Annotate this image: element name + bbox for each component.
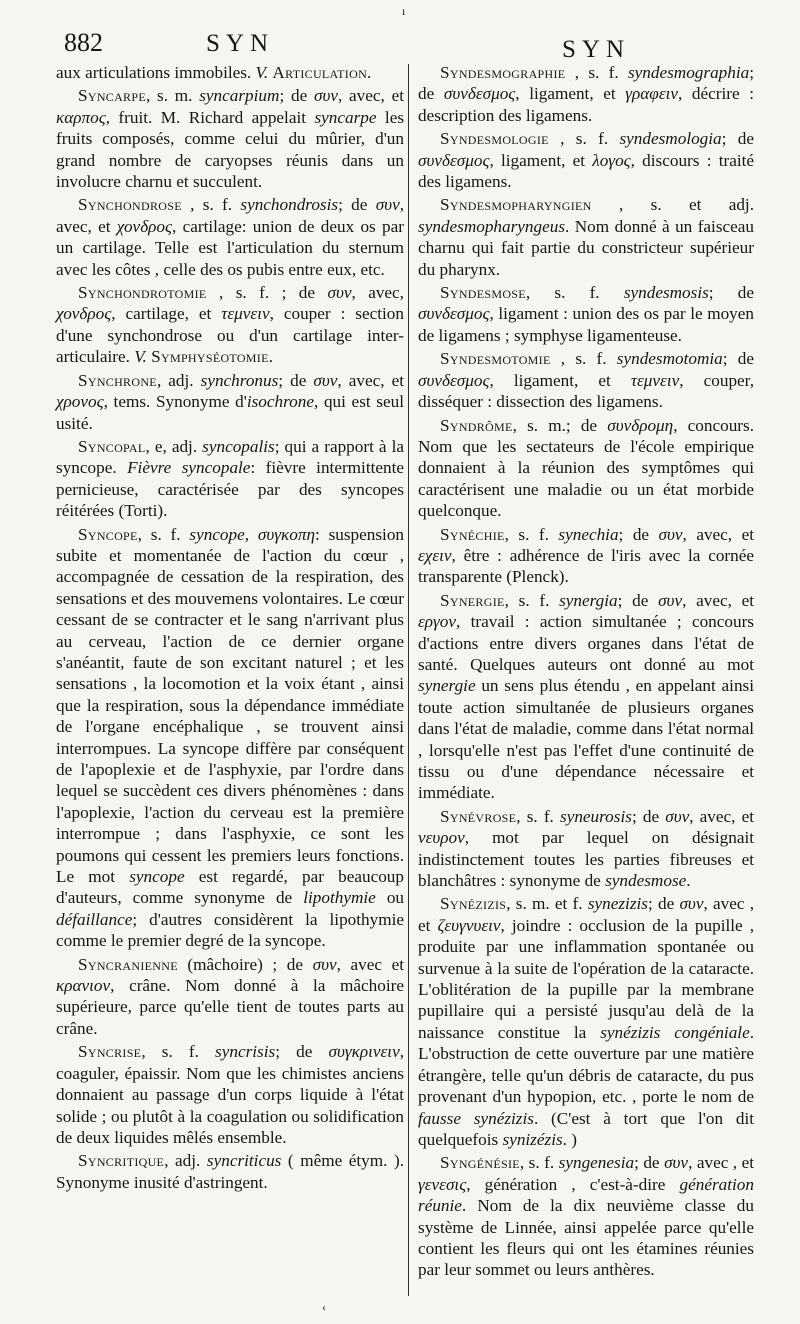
headword: Syncarpe (78, 86, 146, 106)
left-column (56, 62, 404, 1195)
definition-text: ; de (647, 894, 680, 914)
definition-text: ; d'autres considèrent la lipothymie comme le premier degré de la syncope. (56, 909, 404, 951)
italic-text: synchronus (200, 370, 279, 390)
italic-text: συνδεσμος (418, 304, 490, 324)
entry-syndesmose (418, 282, 754, 346)
running-head-left: SYN (206, 30, 275, 57)
definition-text: , tems. Synonyme d' (103, 392, 247, 412)
definition-text: , s. f. (141, 1042, 216, 1062)
definition-text: ; qui a rapport à la syncope. (56, 436, 404, 478)
italic-text: syndesmosis (623, 283, 709, 303)
entry-syncopal (56, 436, 404, 522)
entry-synechie (418, 524, 754, 588)
top-mark: ı (402, 4, 406, 18)
definition-text: , joindre : occlusion de la pupille , produite par une inflammation spontanée ou survenue à la suite de l'opération de la cataracte. L'oblitération de la pupille par la membrane pupillaire qui a persisté jusqu'au delà de la naissance constitue la (418, 915, 754, 1042)
definition-text: , crâne. Nom donné à la mâchoire supérieure, parce qu'elle tient de toutes parts au crâne. (56, 976, 404, 1038)
definition-text: ; de (278, 370, 314, 390)
definition-text: est regardé, par beaucoup d'auteurs, comme synonyme de (56, 867, 404, 908)
headword: Synézizis (440, 894, 507, 914)
entry-syncranienne (56, 954, 404, 1040)
italic-text: γενεσις (418, 1174, 467, 1194)
definition-text: . ) (562, 1129, 577, 1149)
italic-text: isochrone (246, 392, 314, 412)
definition-text: , ligament : union des os par le moyen de ligamens ; symphyse ligamenteuse. (418, 304, 754, 345)
italic-text: synechia (558, 524, 619, 544)
definition-text: , cartilage, et (111, 304, 222, 324)
entry-syndesmographie (418, 62, 754, 126)
entry-syncarpe (56, 85, 404, 192)
definition-text: , coaguler, épaissir. Nom que les chimistes anciens donnaient au passage d'un corps liquide à l'état solide ; ou plutôt à la coagulation ou solidification de deux liquides mêlés ensemble. (56, 1042, 404, 1147)
italic-text: défaillance (56, 909, 133, 929)
definition-text: les fruits composés, comme celui du mûrier, d'un grand nombre de caryopses réunis dans un involucre charnu et succulent. (56, 107, 405, 192)
italic-text: lipothymie (303, 888, 376, 908)
italic-text: syndesmotomia (616, 349, 723, 369)
definition-text: , s. f. (565, 63, 628, 82)
headword: Syncope (78, 524, 138, 544)
italic-text: synergia (559, 590, 618, 610)
column-divider (408, 64, 409, 1296)
headword: Syndesmologie (440, 129, 549, 149)
italic-text: τεμνειν (221, 304, 270, 324)
italic-text: synchondrosis (240, 195, 339, 215)
italic-text: syncriticus (206, 1151, 282, 1171)
definition-text: , cartilage: union de deux os par un cartilage. Telle est l'articulation du sternum avec les côtes , celle des os pubis entre eux, etc. (56, 216, 404, 279)
definition-text: . Nom de la dix neuvième classe du système de Linnée, ainsi appelée parce qu'elle contient les fleurs qui ont les étamines réunies par leur sommet ou leurs anthères. (418, 1196, 754, 1280)
definition-text: ; de (279, 86, 314, 106)
italic-text: syndesmographia (627, 63, 750, 82)
definition-text: , génération , c'est-à-dire (466, 1174, 680, 1194)
italic-text: συνδεσμος (443, 84, 516, 104)
definition-text: (mâchoire) ; de (177, 954, 313, 974)
italic-text: συγκρινειν (328, 1042, 400, 1062)
italic-text: χονδρος (56, 304, 112, 324)
definition-text: ; de (634, 1153, 665, 1173)
definition-text: ( même étym. ). Synonyme inusité d'astringent. (56, 1151, 405, 1192)
definition-text: , adj. (164, 1151, 207, 1171)
definition-text: , adj. (156, 370, 201, 390)
italic-text: syncarpium (199, 86, 280, 106)
italic-text: syndesmose (605, 871, 687, 891)
italic-text: synezizis (587, 894, 648, 914)
headword: Syndesmose (440, 283, 526, 303)
definition-text: ; de (418, 63, 754, 104)
definition-text: , s. f. (548, 129, 620, 149)
definition-text: : suspension subite et momentanée de l'action du cœur , accompagnée de cessation de la respiration, des sensations et des mouvemens volontaires. Le cœur cessant de se contracter et le sang n'arrivant plus au cerveau, l'action de ce dernier organe s'anéantit, faute de son excitant naturel ; et les sensations , la locomotion et la voix étant , ainsi que la respiration, sous la dépendance immédiate de l'organe encéphalique , se trouvent ainsi interrompues. La syncope diffère par conséquent de l'apoplexie et de l'asphyxie, par l'ordre dans lequel se succèdent ces divers phénomènes : dans l'apoplexie, l'action du cerveau est la première interrompue ; dans l'asphyxie, ce sont les poumons qui cessent les premiers leurs fonctions. Le mot (56, 524, 405, 887)
entry-syncrise (56, 1041, 404, 1148)
footer-mark: ‹ (322, 1300, 326, 1314)
definition-text: . (367, 63, 372, 82)
definition-text: , avec, et (56, 195, 404, 236)
definition-text: ; de (721, 129, 754, 149)
headword: Synéchie (440, 524, 505, 544)
headword: Synchrone (78, 370, 157, 390)
definition-text: , mot par lequel on désignait indistinctement toutes les parties fibreuses et blanchâtres : synonyme de (418, 828, 754, 891)
definition-text: , s. m. et f. (506, 894, 588, 914)
italic-text: συν (375, 195, 400, 215)
italic-text: συν (658, 524, 683, 544)
entry-synchondrose (56, 194, 404, 280)
italic-text: χρονος (56, 392, 104, 412)
italic-text: syncopalis (202, 436, 275, 456)
definition-text: , travail : action simultanée ; concours d'actions entre divers organes dans l'état de santé. Quelques auteurs ont donné au mot (418, 612, 754, 674)
definition-text: un sens plus étendu , en appelant ainsi toute action simultanée de plusieurs organes dans l'état de maladie, comme dans l'état normal , lorsqu'elle n'est pas l'effet d'une continuité de tissu ou d'une dépendance nécessaire et immédiate. (418, 676, 754, 803)
entry-synchrone (56, 370, 404, 434)
definition-text: ; de (338, 195, 376, 215)
italic-text: συν (327, 283, 352, 303)
entry-synevrose (418, 806, 754, 892)
italic-text: λογος (592, 150, 631, 170)
definition-text: , e, adj. (145, 436, 203, 456)
italic-text: syncope (189, 524, 245, 544)
italic-text: syneurosis (560, 806, 632, 826)
right-column (418, 62, 754, 1283)
italic-text: συγκοπη (257, 524, 315, 544)
entry-synergie (418, 590, 754, 804)
definition-text: , ligament, et (515, 84, 626, 104)
definition-text: , s. f. (516, 806, 560, 826)
definition-text: , concours. Nom que les sectateurs de l'école empirique donnaient à la réunion des symptômes qui caractérisent une maladie ou un état morbide quelconque. (418, 415, 754, 521)
italic-text: γραφειν (625, 84, 678, 104)
definition-text: . (268, 347, 273, 367)
italic-text: συν (664, 1153, 689, 1173)
definition-text: , couper, disséquer : dissection des ligamens. (418, 370, 754, 412)
definition-text: , être : adhérence de l'iris avec la cornée transparente (Plenck). (418, 545, 754, 587)
headword: Syndrôme (440, 415, 513, 435)
italic-text: V. (255, 63, 269, 82)
entry-syndesmopharyngien (418, 194, 754, 280)
italic-text: καρπος (56, 107, 106, 127)
italic-text: génération réunie (418, 1174, 754, 1216)
definition-text: , s. f. (550, 349, 617, 369)
definition-text: , avec, et (682, 590, 754, 610)
definition-text: , avec, et (682, 524, 754, 544)
definition-text: , avec , et (418, 894, 755, 935)
definition-text: , s. et adj. (591, 195, 754, 215)
definition-text: , décrire : description des ligamens. (418, 84, 754, 125)
headword: Synergie (440, 590, 505, 610)
italic-text: syncope (129, 867, 185, 887)
definition-text: , qui est seul usité. (56, 392, 404, 433)
definition-text: ; de (275, 1042, 329, 1062)
definition-text: . L'obstruction de cette ouverture par une matière étrangère, telle qu'un débris de cataracte, du pus provenant d'un hypopion, etc. , porte le nom de (418, 1022, 755, 1107)
italic-text: νευρον (418, 828, 465, 848)
italic-text: εργον (418, 612, 457, 632)
definition-text: ; de (618, 524, 659, 544)
definition-text: , ligament, et (489, 370, 631, 390)
definition-text: , couper : section d'une synchondrose ou d'un cartilage inter-articulaire. (56, 304, 404, 367)
headword: Syngénésie (440, 1153, 520, 1173)
definition-text: , s. f. ; de (206, 283, 328, 303)
italic-text: syncarpe (314, 107, 377, 127)
page-header (0, 0, 800, 64)
italic-text: fausse synézizis (418, 1108, 534, 1128)
entry-syndrome (418, 415, 754, 522)
definition-text: , s. f. (504, 524, 559, 544)
italic-text: συν (312, 954, 337, 974)
entry-synezizis (418, 893, 754, 1150)
entry-synchondrotomie (56, 282, 404, 368)
definition-text: , s. f. (181, 195, 241, 215)
definition-text: , avec , et (688, 1153, 754, 1173)
italic-text: Fièvre syncopale (127, 458, 251, 478)
headword: Synchondrotomie (78, 283, 207, 303)
headword: Synévrose (440, 806, 517, 826)
italic-text: συν (658, 590, 683, 610)
headword: Syndesmotomie (440, 349, 551, 369)
entry-syndesmologie (418, 128, 754, 192)
definition-text: ; de (708, 283, 754, 303)
definition-text: , s. f. (525, 283, 624, 303)
definition-text: , avec, et (689, 806, 754, 826)
italic-text: συν (313, 370, 338, 390)
italic-text: synézizis congéniale (600, 1022, 750, 1042)
definition-text: . (686, 871, 691, 891)
definition-text: , ligament, et (489, 150, 593, 170)
entry-syngenesie (418, 1152, 754, 1280)
page-number: 882 (64, 28, 103, 57)
italic-text: syncrisis (215, 1042, 276, 1062)
definition-text: , s. f. (137, 524, 190, 544)
definition-text: , s. m. (145, 86, 200, 106)
cross-reference: Symphyséotomie (151, 347, 269, 367)
cross-reference: Articulation (272, 63, 368, 82)
headword: Synchondrose (78, 195, 182, 215)
italic-text: synizézis (502, 1129, 563, 1149)
definition-text: : fièvre intermittente pernicieuse, caractérisée par des syncopes réitérées (Torti). (56, 458, 405, 521)
definition-text: . (C'est à tort que l'on dit quelquefois (418, 1108, 754, 1149)
definition-text: , avec, et (337, 86, 405, 106)
headword: Syncranienne (78, 954, 178, 974)
definition-text: , s. f. (519, 1153, 559, 1173)
italic-text: συν (665, 806, 690, 826)
headword: Syndesmopharyngien (440, 195, 592, 215)
italic-text: συνδεσμος (418, 370, 490, 390)
definition-text: , (244, 524, 258, 544)
entry-syncritique (56, 1150, 404, 1193)
definition-text: , avec et (336, 954, 405, 974)
definition-text: ; de (631, 806, 666, 826)
italic-text: χονδρος (116, 216, 172, 236)
headword: Syncopal (78, 436, 146, 456)
definition-text: , avec, et (337, 370, 404, 390)
italic-text: ζευγνυειν (437, 915, 501, 935)
definition-text: ; de (617, 590, 659, 610)
italic-text: συν (679, 894, 704, 914)
entry-articulation_cont (56, 62, 404, 83)
italic-text: syndesmopharyngeus (418, 216, 566, 236)
definition-text: , avec, (351, 283, 404, 303)
definition-text: , discours : traité des ligamens. (418, 150, 755, 192)
headword: Syncritique (78, 1151, 165, 1171)
definition-text: . Nom donné à un faisceau charnu qui fait partie du constricteur supérieur du pharynx. (418, 216, 754, 279)
entry-syncope (56, 524, 404, 952)
running-head-right: SYN (562, 36, 631, 63)
italic-text: synergie (418, 676, 476, 696)
italic-text: κρανιον (56, 976, 111, 996)
italic-text: V. (134, 347, 147, 367)
definition-text: , s. m.; de (512, 415, 608, 435)
italic-text: syndesmologia (619, 129, 722, 149)
headword: Syndesmographie (440, 63, 566, 82)
italic-text: syngenesia (558, 1153, 635, 1173)
definition-text: , fruit. M. Richard appelait (105, 107, 315, 127)
italic-text: συνδρομη (607, 415, 674, 435)
headword: Syncrise (78, 1042, 142, 1062)
definition-text: , s. f. (504, 590, 560, 610)
italic-text: τεμνειν (630, 370, 680, 390)
italic-text: εχειν (418, 545, 452, 565)
entry-syndesmotomie (418, 348, 754, 412)
definition-text: aux articulations immobiles. (56, 63, 256, 82)
italic-text: συνδεσμος (418, 150, 490, 170)
italic-text: συν (313, 86, 338, 106)
definition-text: ou (375, 888, 404, 908)
definition-text: ; de (722, 349, 754, 369)
